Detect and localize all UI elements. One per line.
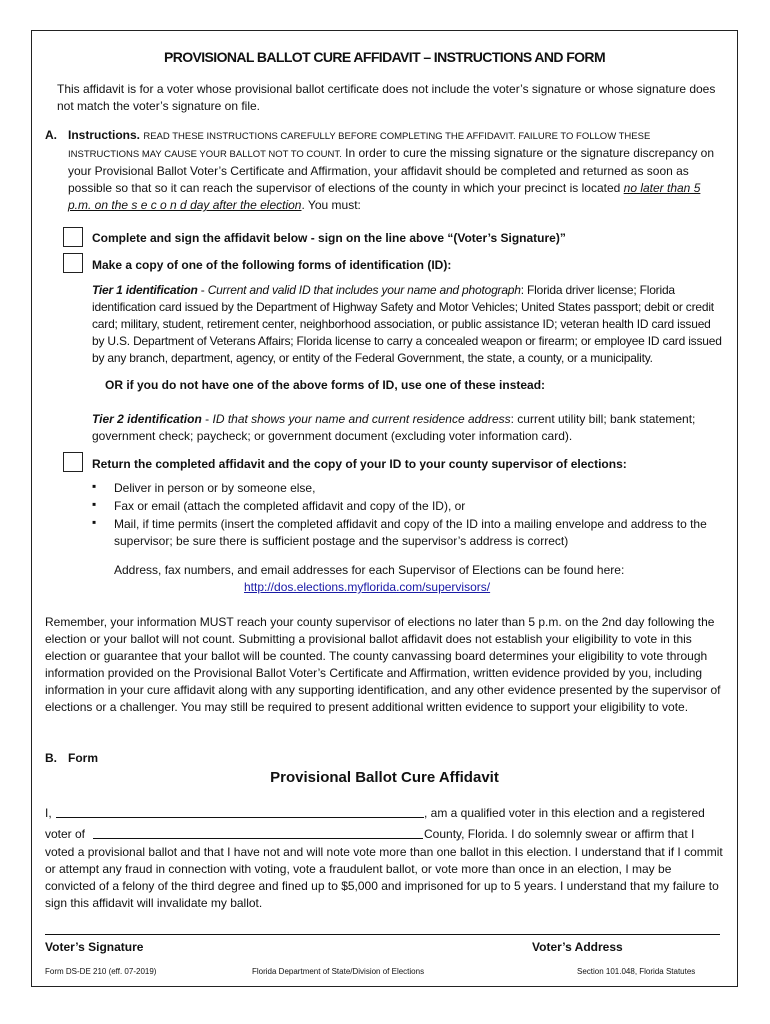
- step2-text: Make a copy of one of the following forms of identification (ID):: [92, 258, 452, 272]
- signature-label: Voter’s Signature: [45, 940, 144, 954]
- page-title: PROVISIONAL BALLOT CURE AFFIDAVIT – INSTRUCTIONS AND FORM: [163, 49, 606, 65]
- name-prefix: I,: [45, 806, 52, 820]
- intro-text: This affidavit is for a voter whose provisional ballot certificate does not include the voter’s signature or whose signature does not match the voter’s signature on file.: [57, 82, 716, 113]
- tier2-requirement: ID that shows your name and current residence address: [212, 412, 511, 426]
- name-suffix: , am a qualified voter in this election and a registered: [424, 806, 705, 820]
- or-alternative: OR if you do not have one of the above forms of ID, use one of these instead:: [105, 378, 546, 392]
- tier1-label: Tier 1 identification: [92, 283, 198, 297]
- statute-ref: Section 101.048, Florida Statutes: [577, 967, 696, 976]
- county-field[interactable]: [93, 838, 423, 839]
- form-page: [31, 30, 738, 987]
- section-a-heading: Instructions.: [68, 128, 141, 142]
- address-label: Voter’s Address: [532, 940, 623, 954]
- instructions-end: . You must:: [301, 198, 361, 212]
- tier2-label: Tier 2 identification: [92, 412, 202, 426]
- step3-text: Return the completed affidavit and the copy of your ID to your county supervisor of elections:: [92, 457, 627, 471]
- section-a-instructions: [68, 127, 723, 214]
- step3-checkbox[interactable]: [63, 452, 83, 472]
- section-a-letter: A.: [45, 128, 57, 142]
- section-b-letter: B.: [45, 751, 57, 765]
- bullet-icon: ▪: [92, 515, 97, 529]
- agency-name: Florida Department of State/Division of Elections: [252, 967, 425, 976]
- tier2-paragraph: [92, 411, 725, 445]
- form-id: Form DS-DE 210 (eff. 07-2019): [45, 967, 157, 976]
- oath-text: voted a provisional ballot and that I have not and will note vote more than one ballot in this election. I understand that if I commit or attempt any fraud in connection with voting, vote a fraudulent ballot, or vote more than once in an election, I may be convicted of a felony of the third degree and fined up to $5,000 and imprisoned for up to 5 years. I understand that my failure to sign this affidavit will invalidate my ballot.: [45, 845, 723, 910]
- form-title: Provisional Ballot Cure Affidavit: [270, 769, 499, 786]
- step1-text: Complete and sign the affidavit below - sign on the line above “(Voter’s Signature)”: [92, 231, 566, 245]
- caps-warning: READ THESE INSTRUCTIONS CAREFULLY BEFORE COMPLETING THE AFFIDAVIT. FAILURE TO FOLLOW THESE INSTRUCTIONS MAY CAUSE YOUR BALLOT NOT TO COUNT.: [68, 131, 651, 160]
- bullet-icon: ▪: [92, 479, 97, 493]
- step1-checkbox[interactable]: [63, 227, 83, 247]
- step2-checkbox[interactable]: [63, 253, 83, 273]
- supervisors-link[interactable]: http://dos.elections.myflorida.com/supervisors/: [244, 580, 491, 594]
- tier1-id-list: : Florida driver license; Florida identification card issued by the Department of Highway Safety and Motor Vehicles; United States passport; debit or credit card; military, student, retirement center, neighborhood association, or public assistance ID; veteran health ID card issued by U.S. Department of Veterans Affairs; Florida license to carry a concealed weapon or firearm; or employee ID card issued by any branch, department, agency, or entity of the Federal Government, the state, a county, or a municipality.: [92, 283, 722, 365]
- bullet-deliver: Deliver in person or by someone else,: [114, 481, 316, 495]
- bullet-icon: ▪: [92, 497, 97, 511]
- address-note: Address, fax numbers, and email addresses for each Supervisor of Elections can be found here:: [114, 563, 625, 577]
- county-prefix: voter of: [45, 827, 86, 841]
- section-b-heading: Form: [68, 751, 98, 765]
- tier1-paragraph: [92, 282, 725, 367]
- bullet-mail: Mail, if time permits (insert the completed affidavit and copy of the ID into a mailing envelope and address to the supervisor; be sure there is sufficient postage and the supervisor’s address is correct): [114, 517, 707, 548]
- voter-name-field[interactable]: [56, 817, 424, 818]
- tier2-dash: -: [201, 412, 213, 426]
- reminder-paragraph: Remember, your information MUST reach your county supervisor of elections no later than 5 p.m. on the 2nd day following the election or your ballot will not count. Submitting a provisional ballot affidavit does not establish your eligibility to vote in this election or guarantee that your ballot will be counted. The county canvassing board determines your eligibility to vote through information provided on the Provisional Ballot Voter’s Certificate and Affirmation, written evidence provided by you, including information in your cure affidavit along with any supporting identification, and any other evidence presented by the supervisor of elections or a challenger. You may still be required to present additional written evidence to support your eligibility to vote.: [45, 615, 721, 714]
- tier1-dash: -: [197, 283, 208, 297]
- bullet-fax: Fax or email (attach the completed affidavit and copy of the ID), or: [114, 499, 466, 513]
- deadline-text: no later than 5 p.m. on the s e c o n d day after the election: [68, 181, 701, 212]
- tier2-id-list: : current utility bill; bank statement; government check; paycheck; or government document (excluding voter information card).: [92, 412, 696, 443]
- signature-line[interactable]: [45, 934, 720, 935]
- instructions-body: In order to cure the missing signature or the signature discrepancy on your Provisional Ballot Voter’s Certificate and Affirmation, your affidavit should be completed and returned as soon as possible so that so it can reach the supervisor of elections of the county in which your precinct is located: [68, 146, 714, 195]
- county-suffix: County, Florida. I do solemnly swear or affirm that I: [424, 827, 695, 841]
- tier1-requirement: Current and valid ID that includes your name and photograph: [207, 283, 521, 297]
